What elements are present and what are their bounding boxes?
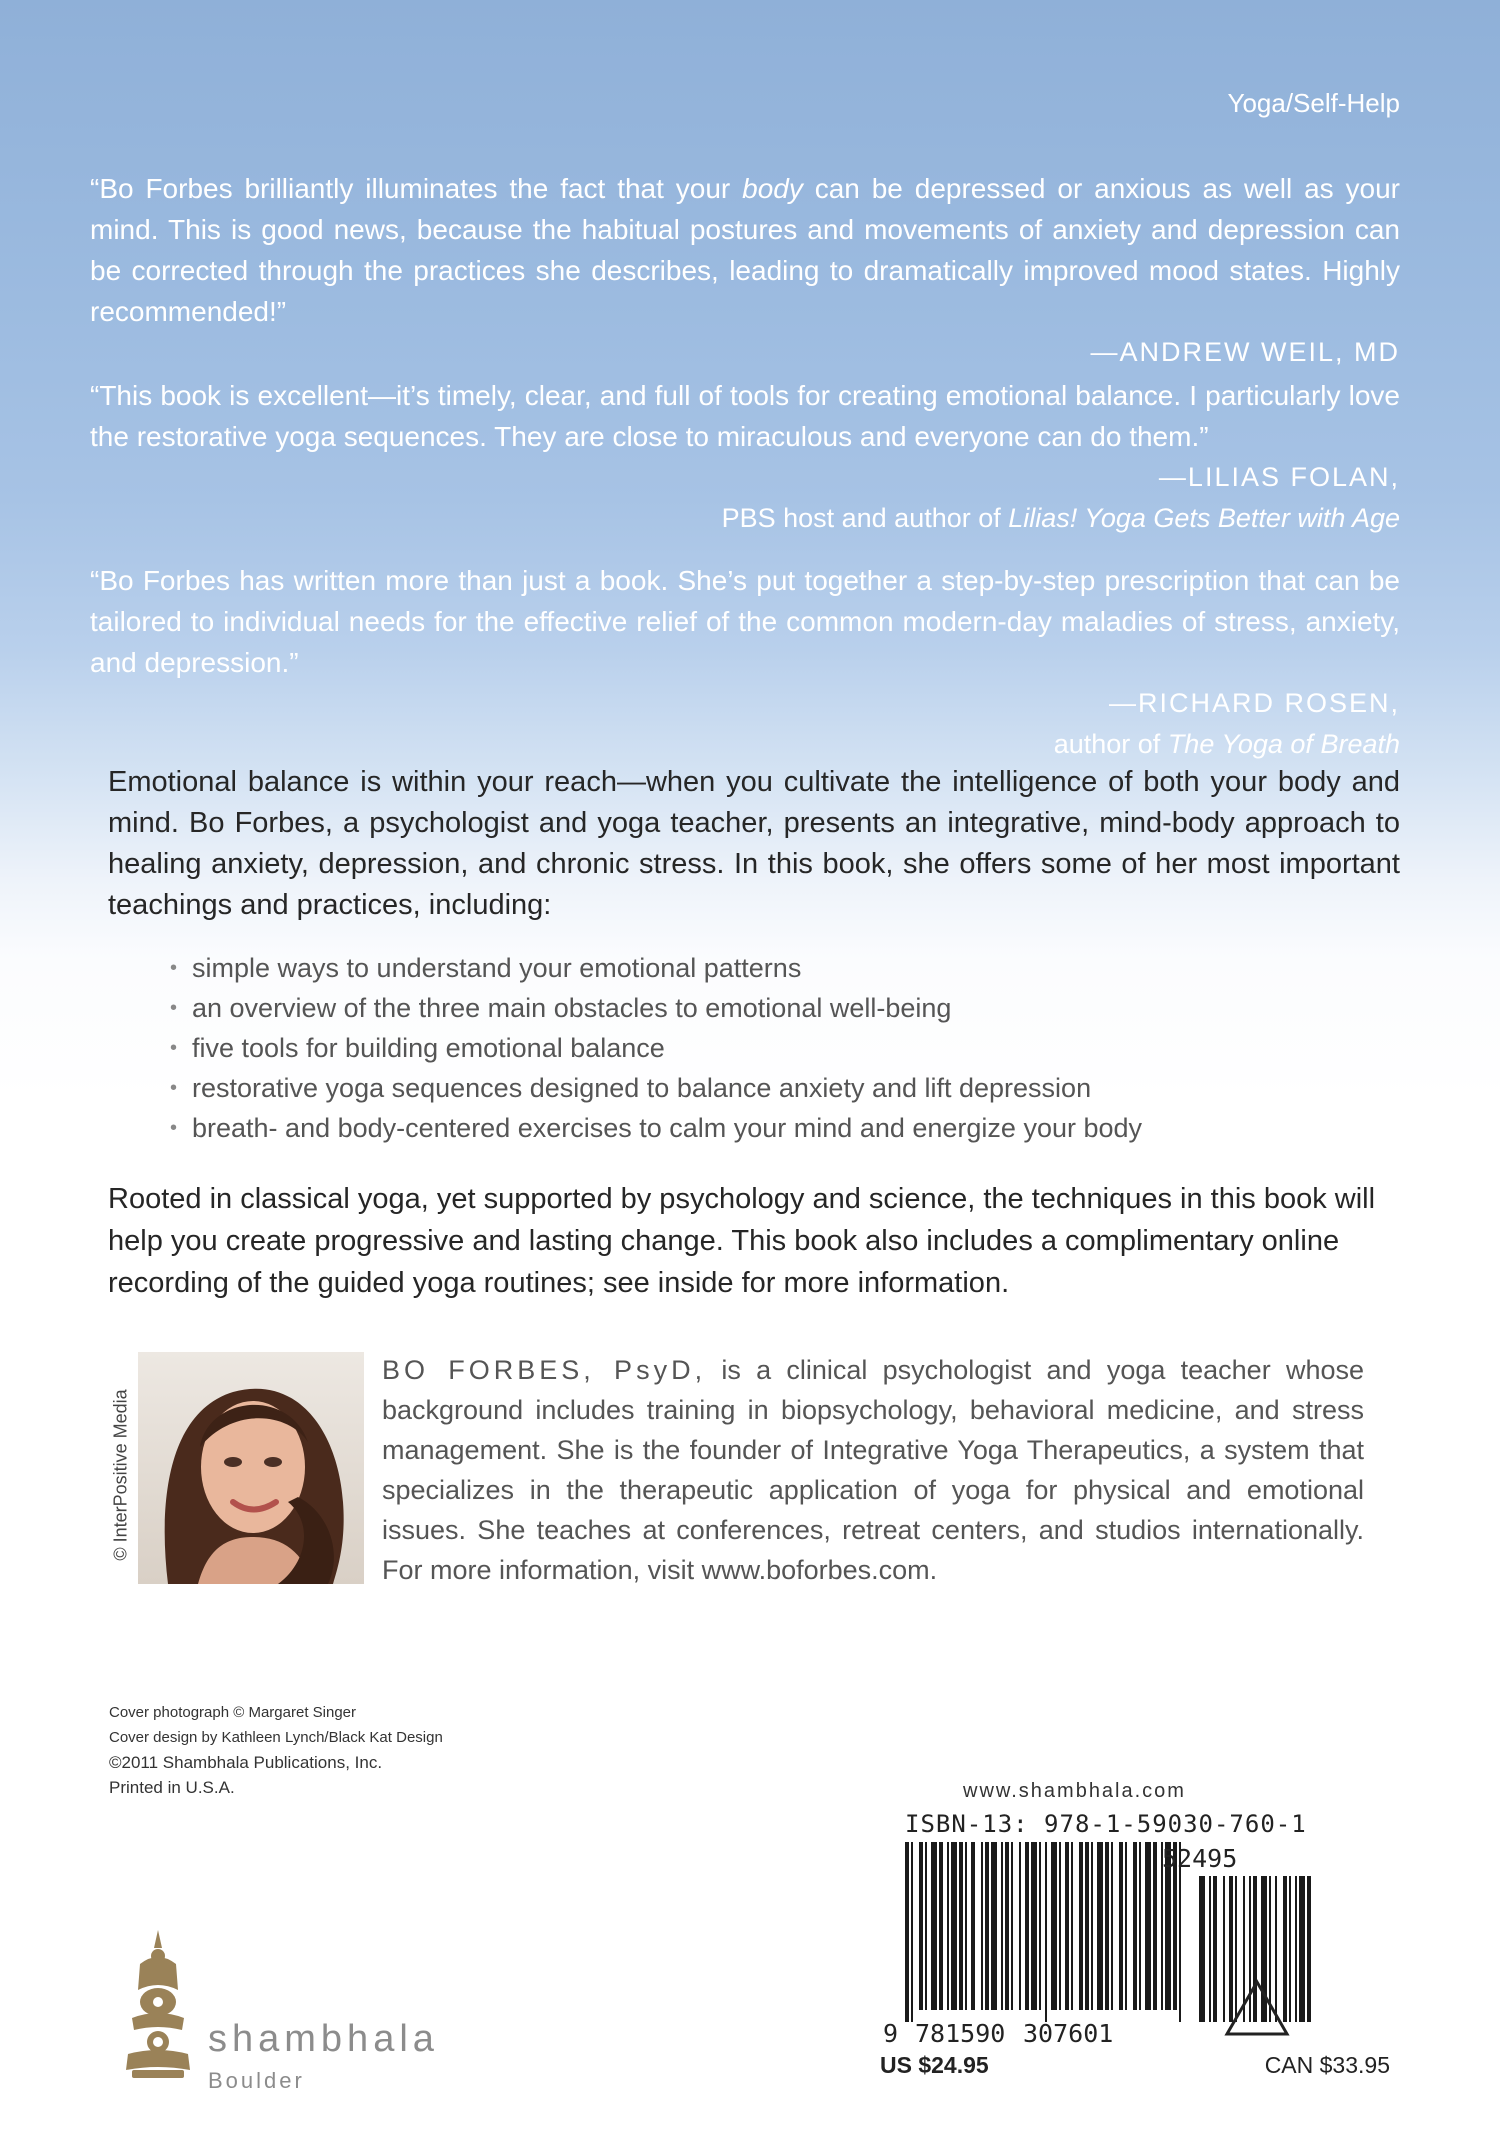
barcode-bar bbox=[1105, 1842, 1109, 2010]
addon-bar bbox=[1235, 1876, 1237, 2022]
barcode-bar bbox=[1125, 1842, 1127, 2010]
italic-text: body bbox=[742, 173, 803, 204]
cover-design-credit: Cover design by Kathleen Lynch/Black Kat Design bbox=[109, 1729, 443, 1746]
text-run: “Bo Forbes has written more than just a book. She’s put together a step-by-step prescription that can be tailored to individual needs for the effective relief of the common modern-day maladies of stress, anxiety, and depression.” bbox=[90, 565, 1400, 678]
author-photo bbox=[138, 1352, 364, 1584]
barcode-bar bbox=[965, 1842, 967, 2010]
addon-barcode-bars bbox=[1199, 1876, 1311, 2022]
italic-text: The Yoga of Breath bbox=[1167, 729, 1400, 759]
addon-bar bbox=[1209, 1876, 1211, 2022]
barcode-bar bbox=[1119, 1842, 1123, 2010]
publisher-city: Boulder bbox=[208, 2068, 305, 2093]
barcode-bar bbox=[1011, 1842, 1013, 2010]
quote-attribution: —RICHARD ROSEN, bbox=[1108, 688, 1400, 718]
barcode-bar bbox=[1025, 1842, 1029, 2010]
addon-bar bbox=[1249, 1876, 1251, 2022]
quote-attribution: —LILIAS FOLAN, bbox=[1158, 462, 1400, 492]
text-run: PBS host and author of bbox=[721, 503, 1009, 533]
quote-attribution-subtitle bbox=[90, 724, 1400, 765]
list-item: • an overview of the three main obstacles to emotional well-being bbox=[170, 988, 1400, 1028]
addon-bar bbox=[1289, 1876, 1291, 2022]
barcode-bar bbox=[1005, 1842, 1009, 2010]
barcode-bar bbox=[951, 1842, 957, 2010]
list-item: • restorative yoga sequences designed to balance anxiety and lift depression bbox=[170, 1068, 1400, 1108]
author-portrait-illustration bbox=[138, 1352, 364, 1584]
barcode-digit-first: 9 bbox=[883, 2019, 899, 2048]
barcode-bars bbox=[905, 1842, 1181, 2022]
barcode-bar bbox=[1051, 1842, 1057, 2010]
addon-bar bbox=[1223, 1876, 1225, 2022]
barcode-bar bbox=[1059, 1842, 1061, 2010]
barcode-bar bbox=[1045, 1842, 1047, 2022]
barcode-bar bbox=[1133, 1842, 1137, 2010]
endorsement-quote-3 bbox=[90, 560, 1400, 765]
author-bio bbox=[382, 1350, 1364, 1590]
practice-list bbox=[170, 948, 1400, 1148]
barcode-bar bbox=[911, 1842, 913, 2022]
book-summary: Rooted in classical yoga, yet supported by psychology and science, the techniques in this book will help you create progressive and lasting change. This book also includes a complimentary online recording of the guided yoga routines; see inside for more information. bbox=[108, 1183, 1376, 1299]
publisher-website: www.shambhala.com bbox=[963, 1780, 1186, 1802]
addon-bar bbox=[1253, 1876, 1257, 2022]
barcode-bar bbox=[971, 1842, 975, 2010]
barcode-bar bbox=[925, 1842, 927, 2010]
endorsement-quote-1 bbox=[90, 168, 1400, 373]
isbn-label: ISBN-13: 978-1-59030-760-1 bbox=[905, 1810, 1307, 1838]
printed-in: Printed in U.S.A. bbox=[109, 1778, 235, 1797]
quote-text bbox=[90, 173, 1400, 327]
list-item: • five tools for building emotional balance bbox=[170, 1028, 1400, 1068]
barcode-bar bbox=[1085, 1842, 1089, 2010]
quote-attribution: —ANDREW WEIL, MD bbox=[1090, 337, 1400, 367]
barcode-bar bbox=[939, 1842, 943, 2010]
shambhala-logo-icon bbox=[118, 1930, 198, 2085]
addon-bar bbox=[1299, 1876, 1305, 2022]
text-run: “Bo Forbes brilliantly illuminates the fact that your bbox=[90, 173, 743, 204]
italic-text: Lilias! Yoga Gets Better with Age bbox=[1008, 503, 1400, 533]
barcode-bar bbox=[905, 1842, 909, 2022]
price-can: CAN $33.95 bbox=[1264, 2052, 1390, 2078]
barcode-bar bbox=[981, 1842, 983, 2010]
list-item: • simple ways to understand your emotional patterns bbox=[170, 948, 1400, 988]
addon-bar bbox=[1295, 1876, 1297, 2022]
addon-bar bbox=[1199, 1876, 1205, 2022]
photo-credit bbox=[106, 1355, 136, 1595]
barcode-bar bbox=[919, 1842, 923, 2010]
addon-bar bbox=[1243, 1876, 1245, 2022]
barcode-bar bbox=[1153, 1842, 1157, 2010]
barcode-bar bbox=[947, 1842, 949, 2010]
author-bio-text: is a clinical psychologist and yoga teacher whose background includes training in biopsychology, behavioral medicine, and stress management. She is the founder of Integrative Yoga Therapeutics, a system that specializes in the therapeutic application of yoga for physical and emotional issues. She teaches at conferences, retreat centers, and studios internationally. For more information, visit www.boforbes.com. bbox=[382, 1355, 1364, 1585]
book-description: Emotional balance is within your reach—when you cultivate the intelligence of both your body and mind. Bo Forbes, a psychologist and yoga teacher, presents an integrative, mind-body approach to healing anxiety, depression, and chronic stress. In this book, she offers some of her most important teachings and practices, including: bbox=[108, 766, 1400, 921]
addon-digits: 52495 bbox=[1162, 1844, 1238, 1873]
addon-bar bbox=[1269, 1876, 1271, 2022]
cover-photo-credit: Cover photograph © Margaret Singer bbox=[109, 1704, 357, 1721]
barcode-bar bbox=[1145, 1842, 1151, 2010]
text-run: can be depressed or anxious as well as your mind. This is good news, because the habitual postures and movements of anxiety and depression can be corrected through the practices she describes, leading to dramatically improved mood states. Highly recommended!” bbox=[90, 173, 1400, 327]
endorsement-quote-2 bbox=[90, 375, 1400, 539]
barcode-bar bbox=[1091, 1842, 1093, 2010]
price-us: US $24.95 bbox=[880, 2052, 989, 2078]
addon-bar bbox=[1307, 1876, 1311, 2022]
barcode-bar bbox=[1019, 1842, 1021, 2010]
quote-attribution-subtitle bbox=[90, 498, 1400, 539]
barcode-bar bbox=[1071, 1842, 1073, 2010]
photo-credit-text: © InterPositive Media bbox=[110, 1389, 131, 1561]
list-item: • breath- and body-centered exercises to calm your mind and energize your body bbox=[170, 1108, 1400, 1148]
barcode-bar bbox=[1097, 1842, 1103, 2010]
text-run: author of bbox=[1053, 729, 1168, 759]
cover-credits bbox=[109, 1700, 443, 1800]
category-label: Yoga/Self-Help bbox=[1227, 88, 1400, 118]
addon-bar bbox=[1229, 1876, 1233, 2022]
barcode-bar bbox=[1079, 1842, 1083, 2010]
quote-text bbox=[90, 380, 1400, 452]
addon-bar bbox=[1275, 1876, 1277, 2022]
barcode-bar bbox=[1111, 1842, 1113, 2010]
barcode-digits-right: 307601 bbox=[1023, 2019, 1114, 2048]
author-name: BO FORBES, PsyD, bbox=[382, 1355, 707, 1385]
barcode-bar bbox=[985, 1842, 989, 2010]
barcode-bar bbox=[1065, 1842, 1069, 2010]
barcode-bar bbox=[1001, 1842, 1003, 2010]
barcode-bar bbox=[991, 1842, 997, 2010]
isbn-barcode bbox=[883, 1842, 1315, 2048]
barcode-bar bbox=[1031, 1842, 1037, 2010]
barcode-bar bbox=[1139, 1842, 1141, 2010]
barcode-bar bbox=[931, 1842, 937, 2010]
addon-bar bbox=[1213, 1876, 1217, 2022]
quote-text bbox=[90, 565, 1400, 678]
barcode-digits-left: 781590 bbox=[915, 2019, 1006, 2048]
stupa-emblem-icon bbox=[118, 1930, 198, 2080]
copyright-notice: ©2011 Shambhala Publications, Inc. bbox=[109, 1753, 383, 1772]
barcode-bar bbox=[1039, 1842, 1041, 2010]
publisher-name: shambhala bbox=[208, 2018, 439, 2060]
addon-bar bbox=[1283, 1876, 1287, 2022]
barcode-bar bbox=[959, 1842, 963, 2010]
text-run: “This book is excellent—it’s timely, clear, and full of tools for creating emotional balance. I particularly love the restorative yoga sequences. They are close to miraculous and everyone can do them.” bbox=[90, 380, 1400, 452]
